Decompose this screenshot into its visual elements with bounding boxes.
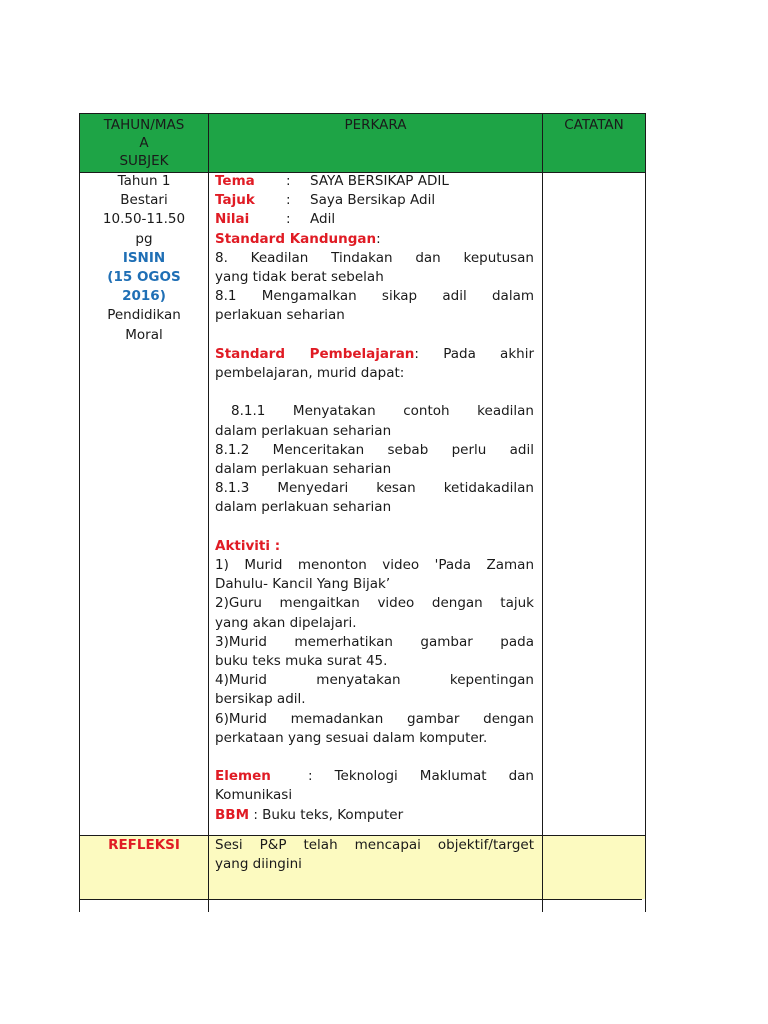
tema-value: SAYA BERSIKAP ADIL — [310, 173, 449, 189]
refleksi-text — [215, 836, 534, 874]
activity-line: 1) Murid menonton video 'Pada Zaman — [215, 557, 534, 574]
standard-kandungan-label: Standard Kandungan — [215, 230, 377, 247]
activity-line: 4)Murid menyatakan kepentingan — [215, 672, 534, 689]
nilai-sep: : — [286, 211, 291, 228]
nilai-line — [215, 210, 534, 229]
header-col1-line: TAHUN/MAS — [103, 117, 185, 133]
standard-pembelajaran-heading — [215, 345, 534, 364]
elemen-line-cont: Komunikasi — [215, 787, 293, 804]
activity-line: buku teks muka surat 45. — [215, 653, 388, 670]
sk-text-line: yang tidak berat sebelah — [215, 269, 384, 286]
tajuk-label: Tajuk — [215, 192, 255, 209]
class-time: 10.50-11.50 — [102, 211, 186, 228]
bbm-value: : Buku teks, Komputer — [253, 806, 404, 823]
refleksi-label: REFLEKSI — [108, 837, 180, 853]
tajuk-line — [215, 191, 534, 210]
header-perkara: PERKARA — [344, 117, 407, 133]
refleksi-text-line: Sesi P&P telah mencapai objektif/target — [215, 837, 534, 853]
objective-line: dalam perlakuan seharian — [215, 461, 392, 478]
class-day: ISNIN — [122, 249, 166, 266]
activity-line: yang akan dipelajari. — [215, 614, 357, 631]
refleksi-text-line: yang diingini — [215, 856, 302, 873]
header-tahun-masa-subjek — [80, 116, 208, 170]
sk-text-line: 8. Keadilan Tindakan dan keputusan — [215, 249, 534, 266]
standard-kandungan-heading — [215, 230, 534, 249]
aktiviti-heading: Aktiviti : — [215, 537, 281, 554]
sp-text-line: pembelajaran, murid dapat: — [215, 365, 405, 382]
elemen-value: : Teknologi Maklumat dan — [308, 768, 534, 785]
class-name: Bestari — [120, 192, 168, 209]
tajuk-value: Saya Bersikap Adil — [310, 192, 436, 209]
activity-line: 2)Guru mengaitkan video dengan tajuk — [215, 595, 534, 612]
tema-line — [215, 172, 534, 191]
standard-pembelajaran-label: Standard Pembelajaran — [215, 345, 415, 362]
activity-line: 3)Murid memerhatikan gambar pada — [215, 633, 534, 650]
class-date-year: 2016) — [122, 288, 166, 305]
bbm-line — [215, 806, 534, 825]
header-catatan: CATATAN — [564, 117, 624, 133]
activity-line: perkataan yang sesuai dalam komputer. — [215, 729, 488, 746]
nilai-label: Nilai — [215, 211, 250, 228]
objective-line: dalam perlakuan seharian — [215, 422, 392, 439]
class-year: Tahun 1 — [117, 173, 171, 189]
objective-line: 8.1.1 Menyatakan contoh keadilan — [231, 403, 534, 420]
objective-line: 8.1.3 Menyedari kesan ketidakadilan — [215, 480, 534, 497]
activity-line: 6)Murid memadankan gambar dengan — [215, 710, 534, 727]
elemen-label: Elemen — [215, 768, 271, 785]
standard-kandungan-colon: : — [376, 230, 381, 247]
tajuk-sep: : — [286, 192, 291, 209]
header-col1-line: SUBJEK — [119, 153, 169, 169]
nilai-value: Adil — [310, 211, 336, 228]
class-info-cell — [80, 172, 208, 345]
header-col1-line: A — [139, 135, 149, 151]
class-time-suffix: pg — [135, 230, 153, 247]
standard-pembelajaran-rest: : Pada akhir — [414, 345, 535, 362]
sk-text-line: 8.1 Mengamalkan sikap adil dalam — [215, 288, 534, 305]
class-date: (15 OGOS — [107, 269, 181, 286]
tema-label: Tema — [215, 173, 255, 189]
subject-name: Pendidikan — [107, 307, 181, 324]
sk-text-line: perlakuan seharian — [215, 307, 345, 324]
objective-line: 8.1.2 Menceritakan sebab perlu adil — [215, 441, 534, 458]
subject-name-cont: Moral — [125, 326, 163, 343]
elemen-line — [215, 767, 534, 786]
tema-sep: : — [286, 173, 291, 189]
activity-line: Dahulu- Kancil Yang Bijak’ — [215, 576, 391, 593]
bbm-label: BBM — [215, 806, 250, 823]
activity-line: bersikap adil. — [215, 691, 306, 708]
objective-line: dalam perlakuan seharian — [215, 499, 392, 516]
perkara-cell — [215, 172, 534, 825]
